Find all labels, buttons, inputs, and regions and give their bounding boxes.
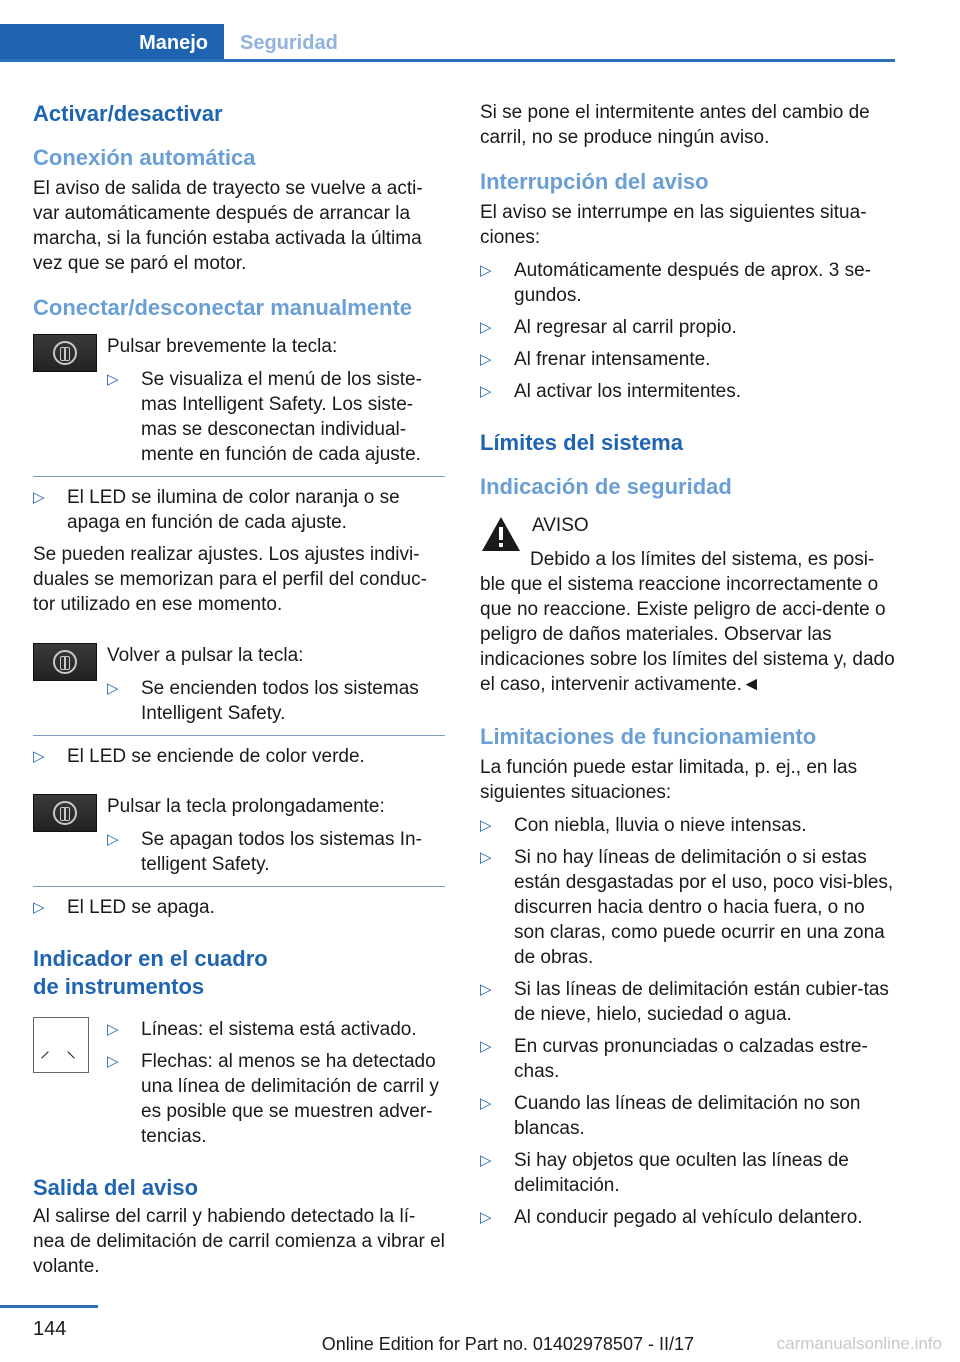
left-column	[33, 100, 445, 1279]
button-instruction-3	[33, 794, 445, 884]
list-marker-icon	[480, 315, 492, 340]
list-item: ▷ Automáticamente después de aprox. 3 se-gundos.	[480, 258, 895, 308]
list-item: ▷ Se encienden todos los sistemas Intelligent Safety.	[107, 676, 445, 726]
list-item: ▷ El LED se apaga.	[33, 895, 445, 920]
heading-indicador-2: de instrumentos	[33, 974, 205, 999]
button-instruction-text: Volver a pulsar la tecla:	[107, 645, 304, 666]
list-marker-icon	[480, 977, 492, 1002]
paragraph-intermitente: Si se pone el intermitente antes del cambio de carril, no se produce ningún aviso.	[480, 102, 870, 148]
list-marker-icon	[480, 1148, 492, 1173]
right-column	[480, 100, 895, 1237]
button-instruction-text: Pulsar la tecla prolongadamente:	[107, 796, 385, 817]
chapter-tabs	[0, 24, 895, 62]
paragraph-salida: Al salirse del carril y habiendo detectado la lí-nea de delimitación de carril comienza a vibrar el volante.	[33, 1206, 445, 1277]
heading-indicador-1: Indicador en el cuadro	[33, 946, 268, 971]
list-item: ▷ Si no hay líneas de delimitación o si estas están desgastadas por el uso, poco visi-bles, discurren hacia dentro o hacia fuera, o no son claras, como puede ocurrir en una zona de obras.	[480, 845, 895, 970]
indicator-block	[33, 1017, 445, 1156]
tab-underline	[0, 59, 895, 62]
list-item: ▷ Si hay objetos que oculten las líneas de delimitación.	[480, 1148, 895, 1198]
list-marker-icon	[107, 676, 119, 701]
heading-indicacion: Indicación de seguridad	[480, 474, 732, 499]
list-marker-icon	[480, 813, 492, 838]
list-item: ▷ Al activar los intermitentes.	[480, 379, 895, 404]
paragraph-conexion: El aviso de salida de trayecto se vuelve a acti-var automáticamente después de arrancar la marcha, si la función estaba activada la última vez que se paró el motor.	[33, 178, 423, 274]
list-item: ▷ Si las líneas de delimitación están cubier-tas de nieve, hielo, suciedad o agua.	[480, 977, 895, 1027]
divider	[33, 476, 445, 477]
warning-label: AVISO	[532, 515, 589, 536]
list-marker-icon	[107, 1049, 119, 1074]
heading-conexion: Conexión automática	[33, 145, 256, 170]
list-item: ▷ Al frenar intensamente.	[480, 347, 895, 372]
list-item: ▷ Al regresar al carril propio.	[480, 315, 895, 340]
edition-note: Online Edition for Part no. 01402978507 - II/17	[321, 1334, 694, 1354]
list-item: ▷ En curvas pronunciadas o calzadas estre-chas.	[480, 1034, 895, 1084]
list-item: ▷ Líneas: el sistema está activado.	[107, 1017, 445, 1042]
limitations-list	[480, 813, 895, 1230]
button-key-icon	[33, 794, 97, 832]
paragraph-limitaciones: La función puede estar limitada, p. ej., en las siguientes situaciones:	[480, 757, 858, 803]
list-marker-icon	[107, 827, 119, 852]
divider	[33, 735, 445, 736]
list-marker-icon	[33, 744, 45, 769]
warning-text: Debido a los límites del sistema, es posi-ble que el sistema reaccione incorrectamente o que no reaccione. Existe peligro de acci-dente o peligro de daños materiales. Observar las indicaciones sobre los límites del sistema y, dado el caso, intervenir activamente.◄	[480, 549, 895, 695]
heading-activar: Activar/desactivar	[33, 101, 223, 126]
button-instruction-1	[33, 334, 445, 474]
list-item: ▷ Al conducir pegado al vehículo delantero.	[480, 1205, 895, 1230]
list-item: ▷ Flechas: al menos se ha detectado una línea de delimitación de carril y es posible que se muestren adver-tencias.	[107, 1049, 445, 1149]
paragraph-interrupcion: El aviso se interrumpe en las siguientes situa-ciones:	[480, 202, 867, 248]
list-item: ▷ El LED se enciende de color verde.	[33, 744, 445, 769]
list-marker-icon	[480, 845, 492, 870]
heading-limites: Límites del sistema	[480, 430, 683, 455]
button-key-icon	[33, 643, 97, 681]
button-key-icon	[33, 334, 97, 372]
list-marker-icon	[480, 379, 492, 404]
list-marker-icon	[107, 367, 119, 392]
list-item: ▷ Cuando las líneas de delimitación no son blancas.	[480, 1091, 895, 1141]
tab-manejo[interactable]: Manejo	[0, 24, 224, 62]
tab-seguridad[interactable]: Seguridad	[240, 31, 338, 54]
warning-triangle-icon	[480, 515, 522, 553]
divider	[33, 886, 445, 887]
list-item: ▷ El LED se ilumina de color naranja o se apaga en función de cada ajuste.	[33, 485, 445, 535]
lane-indicator-icon: ⸝ ⸜	[33, 1017, 89, 1073]
list-marker-icon	[33, 485, 45, 510]
button-instruction-2	[33, 643, 445, 733]
list-marker-icon	[480, 1091, 492, 1116]
paragraph-ajustes: Se pueden realizar ajustes. Los ajustes indivi-duales se memorizan para el perfil del conduc-tor utilizado en ese momento.	[33, 544, 427, 615]
list-marker-icon	[480, 347, 492, 372]
interruption-list	[480, 258, 895, 404]
heading-interrupcion: Interrupción del aviso	[480, 169, 709, 194]
list-marker-icon	[480, 258, 492, 283]
list-marker-icon	[480, 1034, 492, 1059]
button-instruction-text: Pulsar brevemente la tecla:	[107, 336, 338, 357]
heading-salida: Salida del aviso	[33, 1175, 199, 1200]
watermark: carmanualsonline.info	[776, 1334, 942, 1353]
heading-conectar: Conectar/desconectar manualmente	[33, 295, 413, 320]
footer-rule	[0, 1305, 98, 1308]
page-number: 144	[33, 1318, 67, 1340]
list-item: ▷ Se visualiza el menú de los siste-mas Intelligent Safety. Los siste-mas se desconectan individual-mente en función de cada ajuste.	[107, 367, 445, 467]
heading-limitaciones: Limitaciones de funcionamiento	[480, 724, 817, 749]
list-marker-icon	[107, 1017, 119, 1042]
list-item: ▷ Se apagan todos los sistemas In-telligent Safety.	[107, 827, 445, 877]
list-item: ▷ Con niebla, lluvia o nieve intensas.	[480, 813, 895, 838]
list-marker-icon	[33, 895, 45, 920]
list-marker-icon	[480, 1205, 492, 1230]
